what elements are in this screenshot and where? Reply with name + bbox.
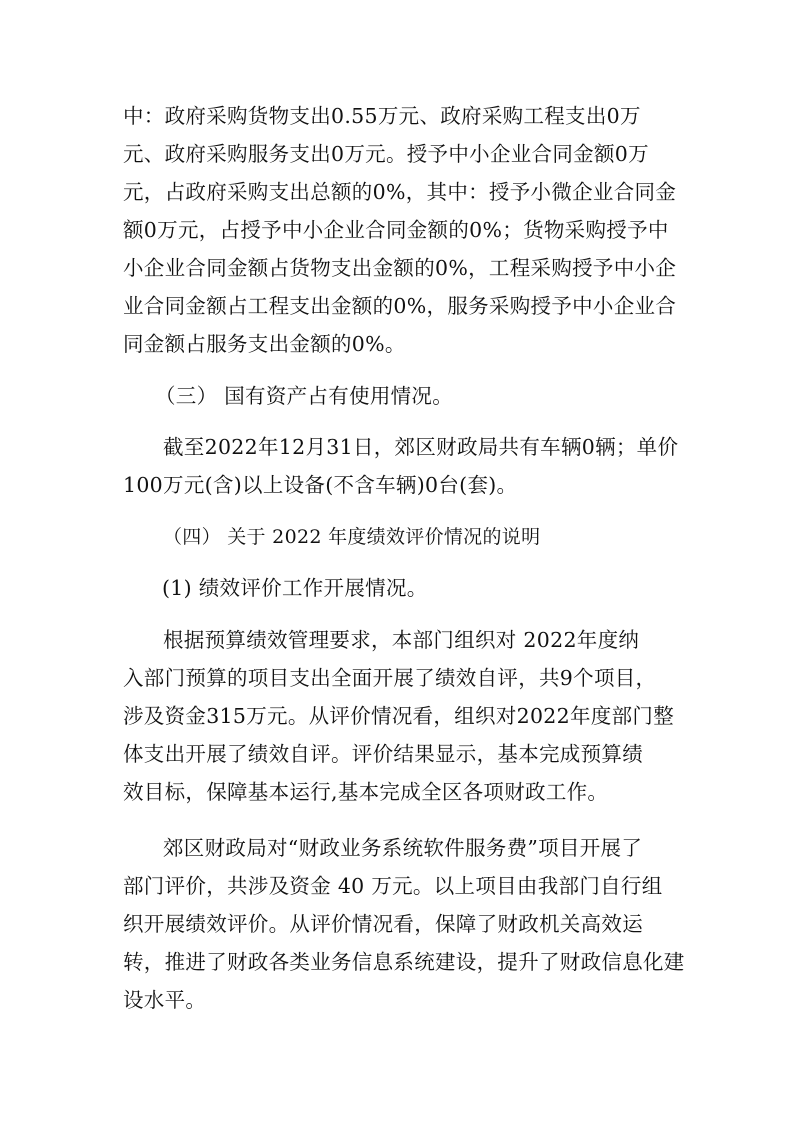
project-line-4: 转，推进了财政各类业务信息系统建设，提升了财政信息化建 [123, 950, 685, 974]
evaluation-line-2: 入部门预算的项目支出全面开展了绩效自评，共9个项目， [123, 666, 657, 690]
subheading-evaluation: (1) 绩效评价工作开展情况。 [162, 576, 428, 600]
assets-line-2: 100万元(含)以上设备(不含车辆)0台(套)。 [123, 473, 518, 497]
procurement-line-6: 业合同金额占工程支出金额的0%，服务采购授予中小企业合 [123, 294, 677, 318]
procurement-line-7: 同金额占服务支出金额的0%。 [123, 332, 406, 356]
procurement-line-4: 额0万元，占授予中小企业合同金额的0%；货物采购授予中 [123, 218, 669, 242]
evaluation-line-1: 根据预算绩效管理要求，本部门组织对 2022年度纳 [163, 628, 640, 652]
procurement-line-2: 元、政府采购服务支出0万元。授予中小企业合同金额0万 [123, 142, 649, 166]
evaluation-line-3: 涉及资金315万元。从评价情况看，组织对2022年度部门整 [123, 704, 674, 728]
assets-line-1: 截至2022年12月31日，郊区财政局共有车辆0辆；单价 [163, 435, 679, 459]
procurement-line-1: 中：政府采购货物支出0.55万元、政府采购工程支出0万 [123, 104, 641, 128]
procurement-line-5: 小企业合同金额占货物支出金额的0%，工程采购授予中小企 [123, 256, 677, 280]
evaluation-line-5: 效目标，保障基本运行,基本完成全区各项财政工作。 [123, 780, 609, 804]
project-line-3: 织开展绩效评价。从评价情况看，保障了财政机关高效运 [123, 912, 643, 936]
procurement-line-3: 元，占政府采购支出总额的0%，其中：授予小微企业合同金 [123, 180, 677, 204]
project-line-5: 设水平。 [123, 988, 207, 1012]
project-line-1: 郊区财政局对“财政业务系统软件服务费”项目开展了 [163, 836, 643, 860]
section-heading-performance: （四） 关于 2022 年度绩效评价情况的说明 [163, 526, 541, 548]
project-line-2: 部门评价，共涉及资金 40 万元。以上项目由我部门自行组 [123, 874, 663, 898]
section-heading-assets: （三） 国有资产占有使用情况。 [155, 384, 454, 408]
evaluation-line-4: 体支出开展了绩效自评。评价结果显示，基本完成预算绩 [123, 742, 643, 766]
